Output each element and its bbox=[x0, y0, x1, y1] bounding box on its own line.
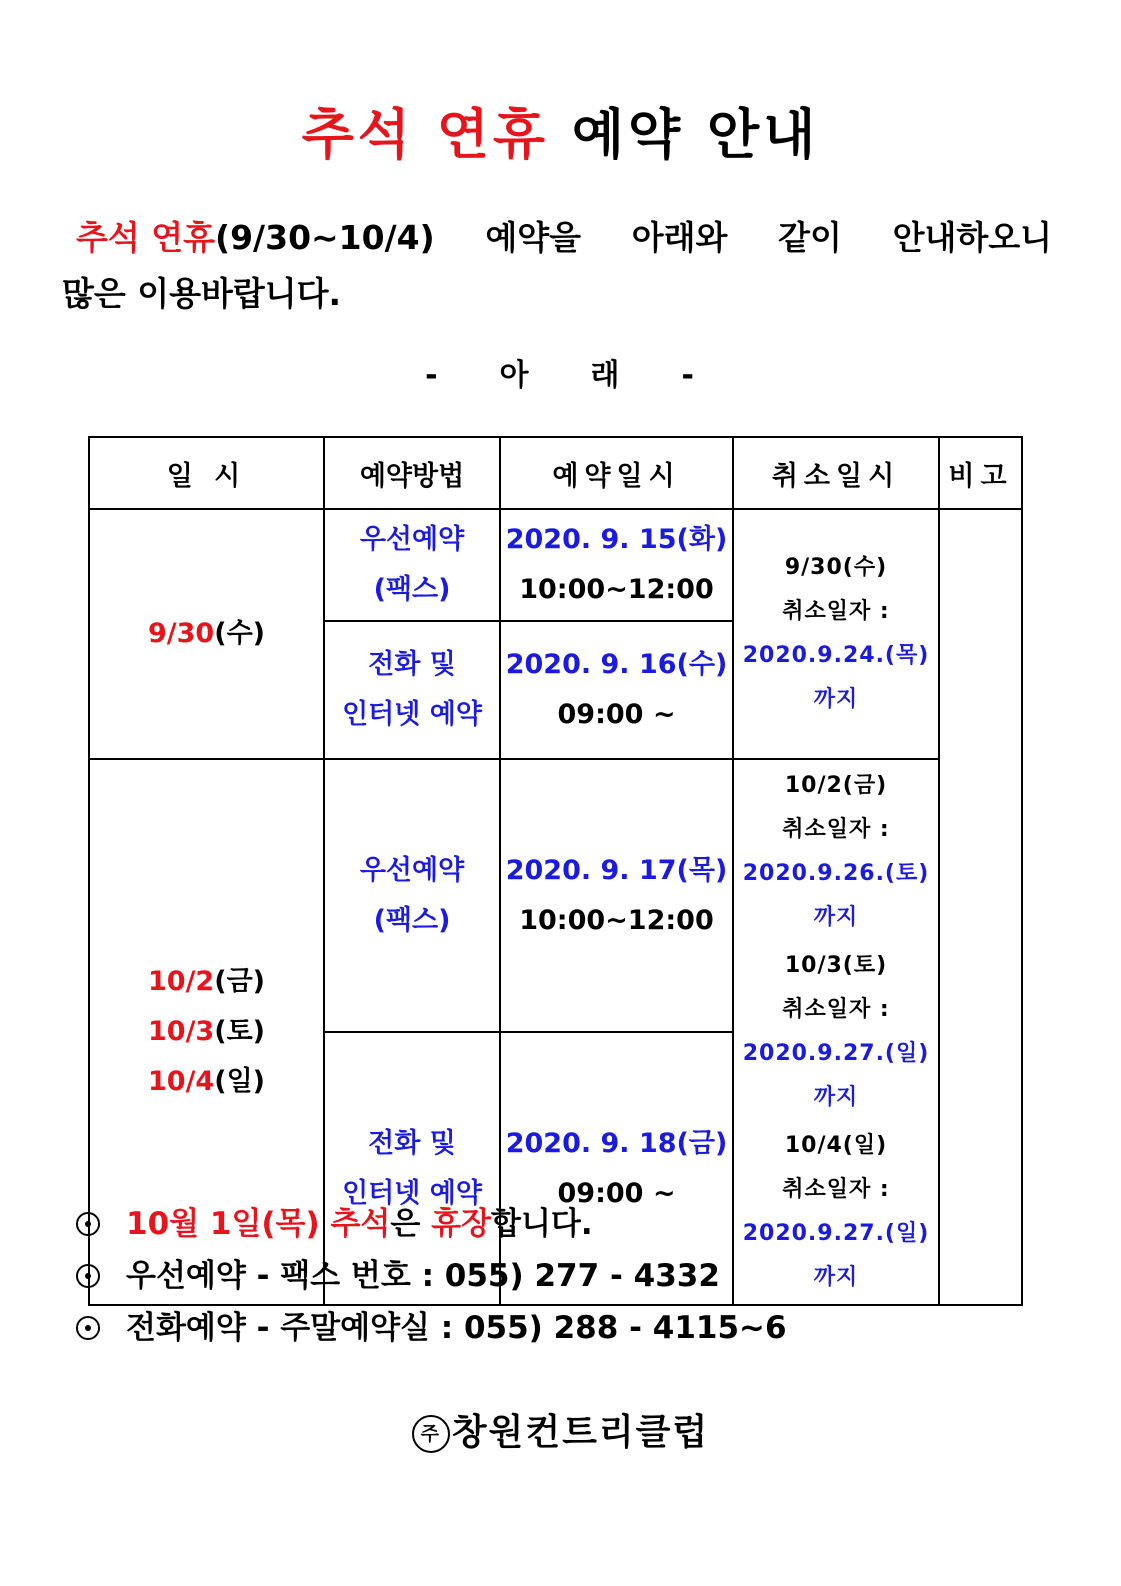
method-cell bbox=[324, 621, 500, 759]
company-name bbox=[0, 1404, 1121, 1455]
header-reservation-time: 예약일시 bbox=[500, 437, 733, 509]
header-method: 예약방법 bbox=[324, 437, 500, 509]
notes-list bbox=[76, 1198, 1056, 1354]
method-line: 전화 및 bbox=[368, 1127, 456, 1159]
intro-word: (9/30∼10/4) bbox=[215, 218, 435, 257]
intro-word: 아래와 bbox=[631, 218, 728, 257]
holiday-day: (금) bbox=[214, 966, 265, 997]
holiday-date: 9/30 bbox=[148, 618, 215, 649]
cancel-entry bbox=[734, 546, 938, 722]
cancel-deadline: 2020.9.27.(일)까지 bbox=[742, 1041, 930, 1110]
reservation-date: 2020. 9. 17(목) bbox=[505, 854, 728, 886]
heading-dash: - bbox=[425, 358, 440, 393]
cancel-entry bbox=[734, 764, 938, 940]
reservation-time: 09:00 ∼ bbox=[557, 699, 676, 730]
cancel-cell bbox=[733, 509, 939, 759]
cancel-date: 9/30(수) bbox=[784, 555, 888, 580]
title-rest: 예약 안내 bbox=[549, 103, 820, 166]
list-item bbox=[76, 1250, 1056, 1302]
intro-word: 같이 bbox=[778, 218, 842, 257]
holiday-date: 10/3 bbox=[148, 1016, 215, 1047]
holiday-day: (일) bbox=[214, 1066, 265, 1097]
intro-word: 예약을 bbox=[485, 218, 582, 257]
fax-number: 우선예약 - 팩스 번호 : 055) 277 - 4332 bbox=[126, 1258, 720, 1294]
intro-paragraph bbox=[62, 210, 1052, 322]
phone-number: 전화예약 - 주말예약실 : 055) 288 - 4115∼6 bbox=[126, 1310, 787, 1346]
heading-char: 아 bbox=[499, 358, 531, 393]
closed-text: 합니다. bbox=[491, 1206, 593, 1242]
method-line: 전화 및 bbox=[368, 649, 456, 680]
cancel-label: 취소일자 : bbox=[782, 997, 890, 1022]
method-line: 인터넷 예약 bbox=[342, 699, 482, 730]
table-row bbox=[89, 759, 1022, 1032]
holiday-day: (수) bbox=[214, 618, 265, 649]
intro-line-2: 많은 이용바랍니다. bbox=[62, 274, 342, 313]
holiday-date-cell bbox=[89, 509, 324, 759]
reservation-time: 09:00 ∼ bbox=[557, 1177, 676, 1209]
heading-dash: - bbox=[681, 358, 696, 393]
table-row bbox=[89, 509, 1022, 621]
reservation-date: 2020. 9. 16(수) bbox=[505, 649, 728, 680]
method-cell bbox=[324, 509, 500, 621]
holiday-date: 10/4 bbox=[148, 1066, 215, 1097]
cancel-label: 취소일자 : bbox=[782, 817, 890, 842]
holiday-date: 10/2 bbox=[148, 966, 215, 997]
company-name-text: 창원컨트리클럽 bbox=[451, 1412, 710, 1453]
header-date: 일 시 bbox=[89, 437, 324, 509]
cancel-date: 10/2(금) bbox=[784, 773, 888, 798]
intro-word: 안내하오니 bbox=[892, 218, 1052, 257]
circle-dot-icon bbox=[76, 1316, 100, 1340]
cancel-deadline: 2020.9.24.(목)까지 bbox=[742, 643, 930, 712]
closed-highlight: 휴장 bbox=[431, 1206, 492, 1242]
section-heading bbox=[0, 350, 1121, 394]
reservation-date: 2020. 9. 18(금) bbox=[505, 1127, 728, 1159]
table-header-row bbox=[89, 437, 1022, 509]
list-item bbox=[76, 1198, 1056, 1250]
method-cell bbox=[324, 759, 500, 1032]
reservation-table bbox=[88, 436, 1023, 1306]
cancel-label: 취소일자 : bbox=[782, 599, 890, 624]
cancel-date: 10/4(일) bbox=[784, 1133, 888, 1158]
list-item bbox=[76, 1302, 1056, 1354]
cancel-entry bbox=[734, 944, 938, 1120]
closed-text: 은 bbox=[390, 1206, 432, 1242]
reservation-datetime-cell bbox=[500, 509, 733, 621]
circle-dot-icon bbox=[76, 1264, 100, 1288]
reservation-datetime-cell bbox=[500, 759, 733, 1032]
closed-date: 10월 1일(목) 추석 bbox=[126, 1206, 391, 1242]
title-highlight: 추석 연휴 bbox=[301, 103, 550, 166]
remarks-cell bbox=[939, 509, 1022, 1305]
circle-dot-icon bbox=[76, 1212, 100, 1236]
cancel-label: 취소일자 : bbox=[782, 1177, 890, 1202]
reservation-date: 2020. 9. 15(화) bbox=[505, 524, 728, 555]
method-line: 인터넷 예약 bbox=[342, 1177, 482, 1209]
cancel-deadline: 2020.9.27.(일)까지 bbox=[742, 1221, 930, 1290]
reservation-time: 10:00∼12:00 bbox=[519, 574, 714, 605]
corporation-seal-icon: 주 bbox=[412, 1415, 450, 1453]
page-title bbox=[0, 92, 1121, 169]
intro-highlight: 추석 연휴 bbox=[76, 218, 216, 257]
header-remarks: 비고 bbox=[939, 437, 1022, 509]
cancel-deadline: 2020.9.26.(토)까지 bbox=[742, 861, 930, 930]
reservation-time: 10:00∼12:00 bbox=[519, 904, 714, 936]
cancel-date: 10/3(토) bbox=[784, 953, 888, 978]
method-line: 우선예약 bbox=[359, 854, 465, 886]
reservation-datetime-cell bbox=[500, 621, 733, 759]
method-line: (팩스) bbox=[373, 904, 451, 936]
method-line: 우선예약 bbox=[359, 524, 465, 555]
header-cancel-time: 취소일시 bbox=[733, 437, 939, 509]
holiday-day: (토) bbox=[214, 1016, 265, 1047]
heading-char: 래 bbox=[590, 358, 622, 393]
method-line: (팩스) bbox=[373, 574, 451, 605]
